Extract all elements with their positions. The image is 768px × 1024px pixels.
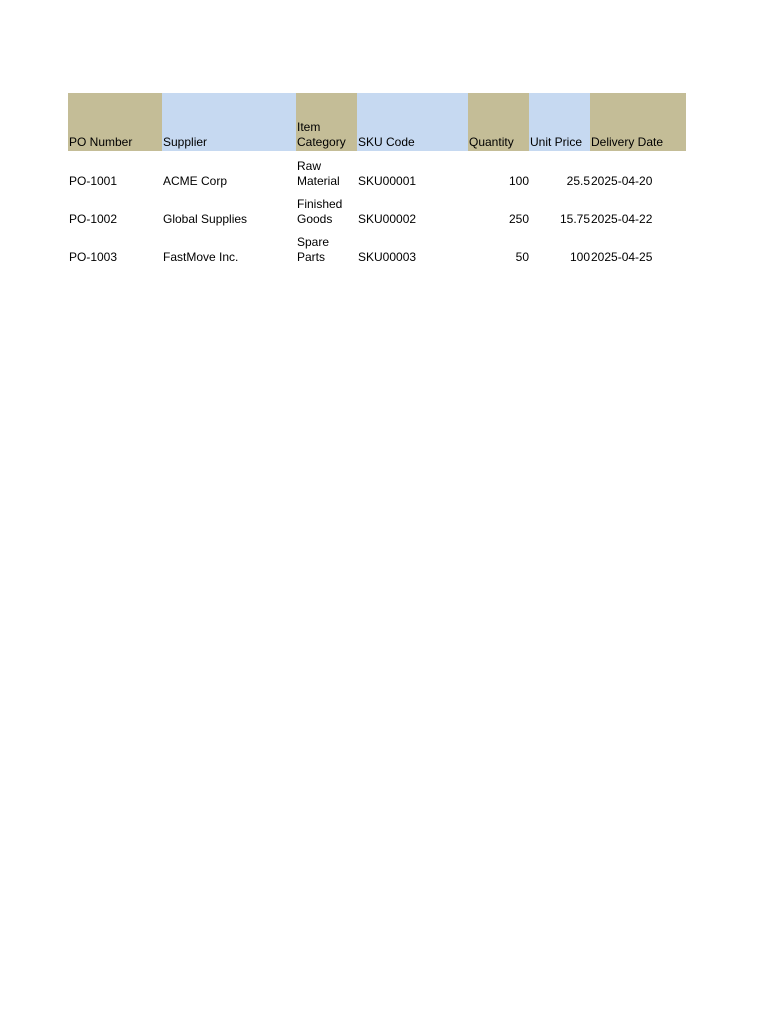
- cell-supplier[interactable]: ACME Corp: [163, 173, 228, 188]
- cell-item-category[interactable]: Spare Parts: [297, 235, 330, 264]
- cell-po-number[interactable]: PO-1002: [69, 211, 118, 226]
- header-supplier[interactable]: Supplier: [162, 93, 296, 151]
- table-row: [68, 227, 686, 265]
- cell-po-number[interactable]: PO-1003: [69, 249, 118, 264]
- table-row: [68, 151, 686, 189]
- cell-item-category[interactable]: Raw Material: [297, 159, 340, 188]
- cell-quantity[interactable]: 250: [508, 211, 529, 226]
- cell-supplier[interactable]: Global Supplies: [163, 211, 248, 226]
- cell-quantity[interactable]: 100: [508, 173, 529, 188]
- cell-sku-code[interactable]: SKU00002: [358, 211, 417, 226]
- header-po-number[interactable]: PO Number: [68, 93, 162, 151]
- cell-delivery-date[interactable]: 2025-04-20: [591, 173, 653, 188]
- cell-po-number[interactable]: PO-1001: [69, 173, 118, 188]
- cell-unit-price[interactable]: 15.75: [559, 211, 590, 226]
- cell-unit-price[interactable]: 100: [569, 249, 590, 264]
- header-sku-code[interactable]: SKU Code: [357, 93, 468, 151]
- cell-sku-code[interactable]: SKU00003: [358, 249, 417, 264]
- header-row: [68, 93, 686, 151]
- cell-delivery-date[interactable]: 2025-04-25: [591, 249, 653, 264]
- header-quantity[interactable]: Quantity: [468, 93, 529, 151]
- header-item-category[interactable]: Item Category: [296, 93, 357, 151]
- cell-delivery-date[interactable]: 2025-04-22: [591, 211, 653, 226]
- cell-supplier[interactable]: FastMove Inc.: [163, 249, 239, 264]
- header-delivery-date[interactable]: Delivery Date: [590, 93, 686, 151]
- table-row: [68, 189, 686, 227]
- cell-quantity[interactable]: 50: [515, 249, 529, 264]
- cell-unit-price[interactable]: 25.5: [566, 173, 590, 188]
- purchase-order-table: [68, 93, 686, 265]
- cell-sku-code[interactable]: SKU00001: [358, 173, 417, 188]
- header-unit-price[interactable]: Unit Price: [529, 93, 590, 151]
- cell-item-category[interactable]: Finished Goods: [297, 197, 343, 226]
